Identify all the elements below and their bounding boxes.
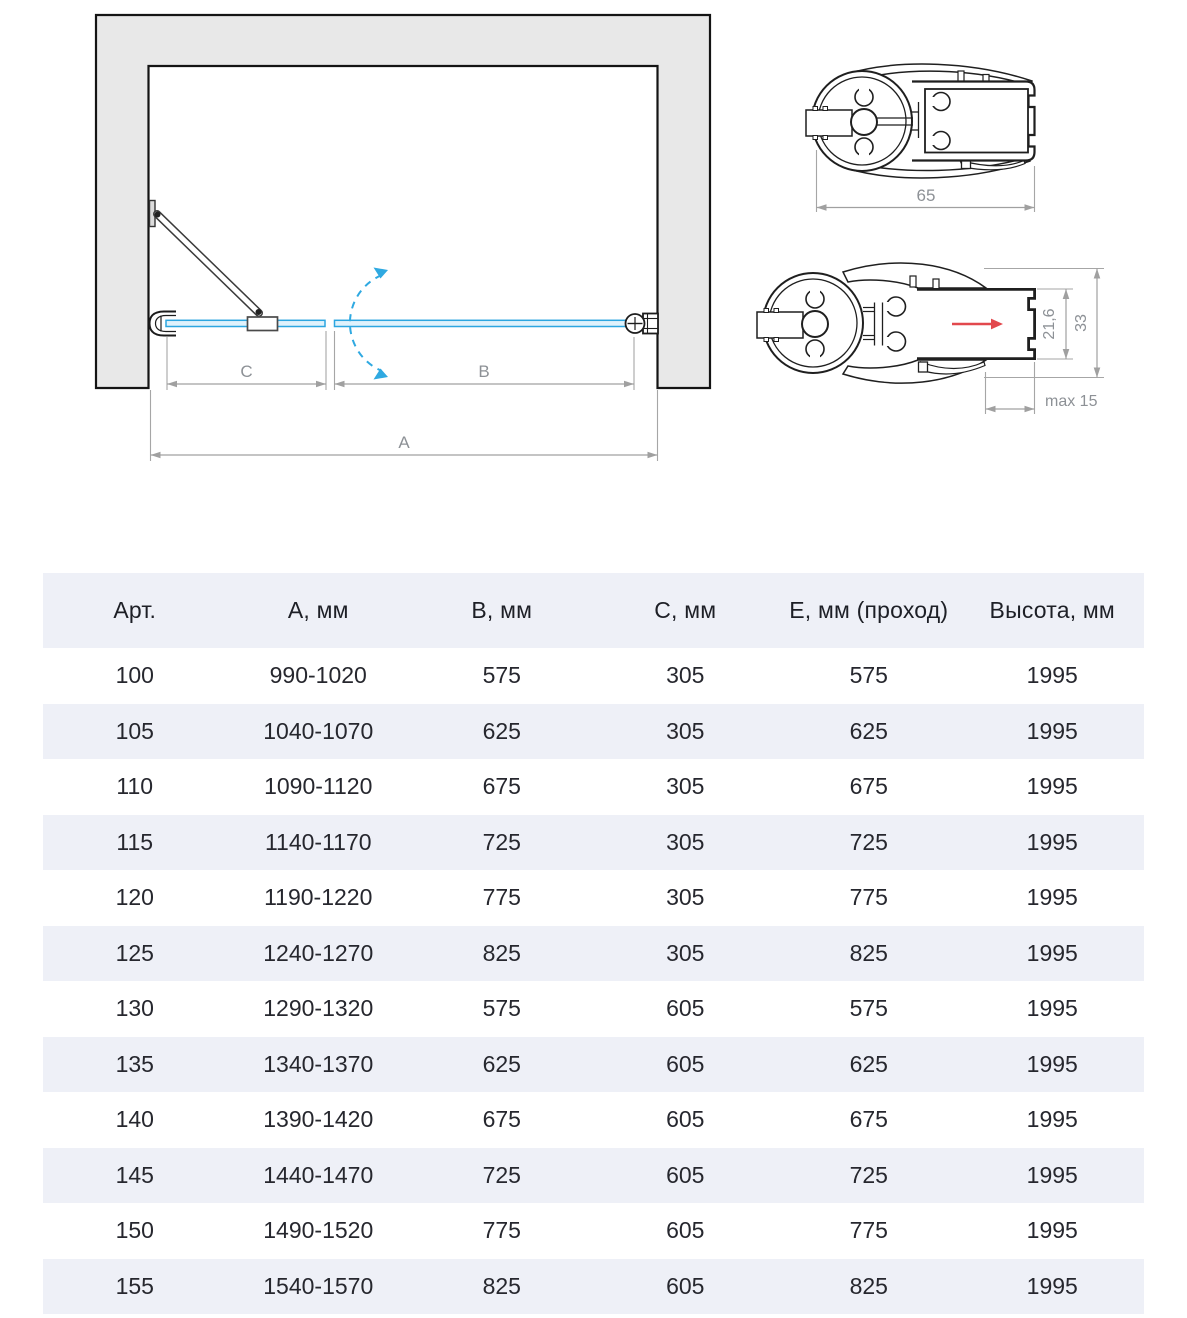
table-cell: 825 [482,939,521,966]
table-cell: 605 [666,1217,705,1244]
table-cell: 625 [482,717,521,744]
technical-drawing [0,0,1187,565]
table-cell: 725 [849,1161,888,1188]
table-cell: 775 [849,884,888,911]
table-cell: 1540-1570 [263,1272,374,1299]
installation-scheme [96,15,710,461]
table-cell: 1995 [1026,1161,1078,1188]
dimension-c [167,362,326,387]
table-cell: 825 [482,1272,521,1299]
table-cell: 150 [115,1217,154,1244]
table-cell: 1490-1520 [263,1217,374,1244]
table-cell: 1995 [1026,662,1078,689]
table-cell: 305 [666,717,705,744]
dimension-max-15 [986,362,1098,414]
table-cell: 1240-1270 [263,939,374,966]
table-cell: 1340-1370 [263,1050,374,1077]
profile-sections [757,64,1104,414]
support-bar-glass-bracket [248,317,278,331]
table-cell: 1390-1420 [263,1106,374,1133]
table-cell: 1995 [1026,939,1078,966]
table-cell: 125 [115,939,154,966]
table-cell: 1995 [1026,828,1078,855]
table-row [43,704,1144,760]
table-cell: 1995 [1026,995,1078,1022]
table-cell: 1995 [1026,773,1078,800]
table-cell: 100 [115,662,154,689]
dimension-33-label: 33 [1073,314,1090,332]
table-cell: 305 [666,773,705,800]
table-cell: 305 [666,828,705,855]
table-cell: 135 [115,1050,154,1077]
door-glass-panel [335,320,628,326]
table-cell: 140 [115,1106,154,1133]
table-cell: 605 [666,1050,705,1077]
hinge-bracket-right [626,314,659,334]
table-cell: 675 [849,1106,888,1133]
table-cell: 305 [666,884,705,911]
table-row [43,1092,1144,1148]
table-cell: 1140-1170 [264,828,372,855]
table-cell: 725 [482,828,521,855]
table-cell: 575 [849,662,888,689]
table-cell: 1090-1120 [264,773,373,800]
table-row [43,815,1144,871]
table-cell: 575 [482,662,521,689]
table-cell: 990-1020 [269,662,367,689]
spec-table [43,573,1144,1314]
table-cell: 605 [666,995,705,1022]
table-cell: 575 [849,995,888,1022]
table-row [43,759,1144,815]
table-cell: 605 [666,1161,705,1188]
dimension-c-label: C [240,362,253,381]
table-cell: 115 [116,828,154,855]
table-header-cell: Е, мм (проход) [789,597,949,623]
table-cell: 305 [666,662,705,689]
table-cell: 145 [115,1161,154,1188]
table-cell: 105 [115,717,154,744]
wall-outline [96,15,710,388]
table-cell: 625 [849,717,888,744]
table-cell: 1040-1070 [263,717,374,744]
spec-table-body [43,648,1144,1314]
swing-arrow-down-icon [374,369,389,380]
table-cell: 675 [482,773,521,800]
table-header-cell: Высота, мм [989,597,1115,623]
table-cell: 1995 [1026,1106,1078,1133]
table-cell: 775 [482,1217,521,1244]
table-cell: 775 [482,884,521,911]
table-row [43,1259,1144,1315]
table-cell: 1290-1320 [263,995,374,1022]
table-cell: 1995 [1026,1217,1078,1244]
table-header-cell: С, мм [654,597,717,623]
table-cell: 1995 [1026,884,1078,911]
dimension-a [151,433,658,458]
swing-arrow-up-icon [374,268,389,279]
table-header-cell: А, мм [287,597,349,623]
spec-table-wrap [43,573,1144,1314]
table-row [43,1037,1144,1093]
table-cell: 305 [666,939,705,966]
dimension-b-label: B [478,362,490,381]
dimension-max-15-label: max 15 [1045,393,1098,410]
table-cell: 1995 [1026,1272,1078,1299]
fixed-glass-panel [166,320,325,326]
table-row [43,648,1144,704]
table-cell: 825 [849,939,888,966]
table-cell: 1190-1220 [264,884,373,911]
table-cell: 1440-1470 [263,1161,374,1188]
table-cell: 155 [115,1272,154,1299]
round-wall-profile [806,71,912,171]
table-cell: 120 [115,884,154,911]
table-header-cell: Арт. [113,597,157,623]
dimension-21-6-label: 21,6 [1041,308,1058,340]
dimension-65-label: 65 [916,186,936,205]
table-cell: 625 [849,1050,888,1077]
table-cell: 775 [849,1217,888,1244]
table-row [43,1148,1144,1204]
table-row [43,1203,1144,1259]
table-row [43,926,1144,982]
wall-profile-section-top [806,64,1035,212]
dimension-a-label: A [398,433,410,452]
table-cell: 725 [482,1161,521,1188]
table-cell: 675 [849,773,888,800]
dimension-21-6 [1037,289,1073,359]
table-cell: 605 [666,1272,705,1299]
table-row [43,870,1144,926]
table-row [43,981,1144,1037]
table-cell: 625 [482,1050,521,1077]
table-cell: 825 [849,1272,888,1299]
table-cell: 130 [115,995,154,1022]
table-cell: 1995 [1026,717,1078,744]
table-cell: 675 [482,1106,521,1133]
table-header-cell: В, мм [471,597,533,623]
table-cell: 725 [849,828,888,855]
table-cell: 575 [482,995,521,1022]
table-cell: 605 [666,1106,705,1133]
table-cell: 1995 [1026,1050,1078,1077]
table-header-row [43,573,1144,648]
wall-profile-section-bottom [757,263,1104,414]
table-cell: 110 [116,773,154,800]
